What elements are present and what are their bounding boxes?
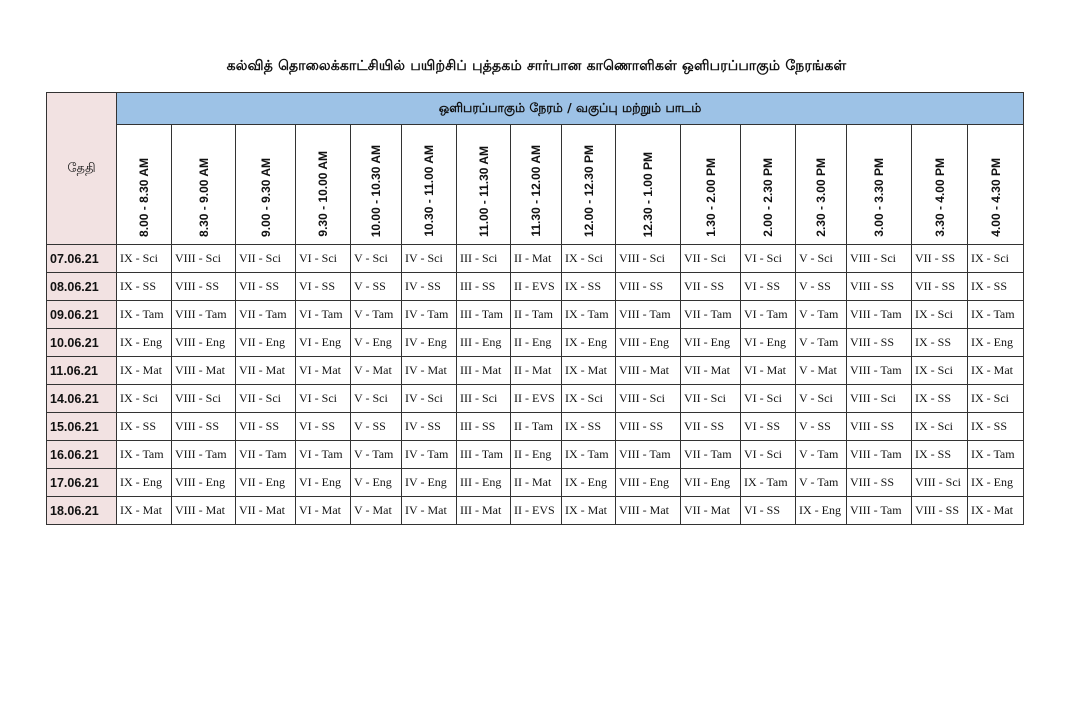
schedule-cell: VII - Mat (681, 357, 741, 385)
schedule-cell: III - Sci (457, 385, 511, 413)
schedule-cell: IX - Sci (562, 385, 616, 413)
schedule-cell: IX - Sci (912, 301, 968, 329)
schedule-cell: IX - Tam (117, 301, 172, 329)
time-slot-label: 12.30 - 1.00 PM (641, 151, 655, 237)
schedule-cell: V - SS (796, 413, 847, 441)
table-row (47, 273, 1024, 301)
schedule-cell: IV - Eng (402, 469, 457, 497)
schedule-cell: II - Tam (511, 413, 562, 441)
time-slot-label: 9.30 - 10.00 AM (316, 151, 330, 237)
schedule-cell: V - Sci (351, 385, 402, 413)
schedule-cell: VII - SS (681, 273, 741, 301)
table-row (47, 301, 1024, 329)
schedule-cell: IX - SS (912, 329, 968, 357)
schedule-cell: IX - SS (117, 273, 172, 301)
schedule-cell: IX - Eng (562, 329, 616, 357)
schedule-cell: IX - Mat (117, 497, 172, 525)
schedule-cell: IV - Tam (402, 441, 457, 469)
schedule-cell: V - Mat (796, 357, 847, 385)
schedule-cell: IX - SS (562, 273, 616, 301)
schedule-cell: VII - Tam (681, 441, 741, 469)
schedule-cell: IX - SS (968, 273, 1024, 301)
schedule-cell: V - Sci (796, 245, 847, 273)
schedule-cell: VI - Mat (296, 497, 351, 525)
schedule-cell: VIII - Mat (616, 497, 681, 525)
schedule-cell: IX - Sci (562, 245, 616, 273)
schedule-cell: IX - Sci (117, 245, 172, 273)
schedule-cell: VIII - SS (912, 497, 968, 525)
schedule-cell: IX - Tam (117, 441, 172, 469)
schedule-cell: V - Sci (796, 385, 847, 413)
schedule-cell: III - Mat (457, 497, 511, 525)
schedule-cell: IX - Tam (562, 441, 616, 469)
schedule-cell: IV - SS (402, 273, 457, 301)
time-slot-label: 1.30 - 2.00 PM (703, 158, 718, 237)
schedule-cell: III - Mat (457, 357, 511, 385)
schedule-cell: II - Eng (511, 329, 562, 357)
schedule-cell: IV - Mat (402, 497, 457, 525)
schedule-cell: II - EVS (511, 273, 562, 301)
schedule-cell: III - SS (457, 413, 511, 441)
schedule-cell: III - SS (457, 273, 511, 301)
schedule-cell: VI - Eng (741, 329, 796, 357)
schedule-cell: VII - Eng (681, 469, 741, 497)
schedule-cell: VIII - Sci (172, 385, 236, 413)
schedule-cell: VIII - Eng (616, 329, 681, 357)
time-slot-header (562, 125, 616, 245)
schedule-cell: VII - Mat (681, 497, 741, 525)
time-slot-header (511, 125, 562, 245)
schedule-cell: VIII - Sci (616, 385, 681, 413)
date-cell: 16.06.21 (47, 441, 117, 469)
schedule-cell: VIII - Mat (616, 357, 681, 385)
schedule-cell: VI - SS (741, 497, 796, 525)
date-column-header: தேதி (47, 93, 117, 245)
schedule-cell: VIII - SS (847, 469, 912, 497)
time-slot-label: 10.00 - 10.30 AM (369, 144, 383, 237)
time-slot-label: 2.30 - 3.00 PM (814, 158, 828, 237)
schedule-cell: V - Tam (796, 301, 847, 329)
schedule-cell: V - Tam (351, 301, 402, 329)
schedule-cell: VII - Sci (236, 385, 296, 413)
schedule-cell: VIII - Eng (172, 469, 236, 497)
schedule-cell: IX - Mat (562, 357, 616, 385)
schedule-cell: VII - SS (681, 413, 741, 441)
schedule-cell: V - Tam (796, 441, 847, 469)
schedule-cell: VIII - Sci (172, 245, 236, 273)
broadcast-time-header: ஒளிபரப்பாகும் நேரம் / வகுப்பு மற்றும் பாடம் (117, 93, 1024, 125)
schedule-cell: IV - Eng (402, 329, 457, 357)
schedule-cell: VI - SS (741, 273, 796, 301)
time-slot-header (847, 125, 912, 245)
schedule-cell: IX - Sci (968, 385, 1024, 413)
time-slot-label: 3.00 - 3.30 PM (872, 158, 886, 237)
schedule-cell: VI - Sci (741, 441, 796, 469)
schedule-cell: VII - Sci (681, 245, 741, 273)
schedule-cell: IX - SS (968, 413, 1024, 441)
time-slot-label: 9.00 - 9.30 AM (258, 158, 273, 237)
schedule-cell: IX - SS (912, 441, 968, 469)
time-slot-header (968, 125, 1024, 245)
schedule-cell: IX - Tam (968, 441, 1024, 469)
schedule-cell: VII - Tam (236, 441, 296, 469)
schedule-cell: V - Tam (796, 329, 847, 357)
schedule-cell: VIII - SS (616, 273, 681, 301)
schedule-cell: VII - Tam (236, 301, 296, 329)
time-slot-header (912, 125, 968, 245)
schedule-cell: VI - Tam (296, 301, 351, 329)
schedule-cell: IV - Tam (402, 301, 457, 329)
schedule-cell: IX - Sci (912, 357, 968, 385)
schedule-cell: VIII - Tam (847, 497, 912, 525)
schedule-cell: IX - Eng (796, 497, 847, 525)
date-cell: 07.06.21 (47, 245, 117, 273)
date-cell: 09.06.21 (47, 301, 117, 329)
schedule-cell: VI - Mat (296, 357, 351, 385)
schedule-cell: II - Eng (511, 441, 562, 469)
schedule-cell: VIII - Mat (172, 357, 236, 385)
schedule-cell: II - Mat (511, 469, 562, 497)
schedule-cell: IX - Sci (117, 385, 172, 413)
schedule-cell: VIII - Eng (172, 329, 236, 357)
schedule-cell: VI - Sci (741, 385, 796, 413)
schedule-cell: V - SS (351, 413, 402, 441)
schedule-cell: VII - Eng (681, 329, 741, 357)
schedule-cell: IX - Eng (117, 329, 172, 357)
date-cell: 18.06.21 (47, 497, 117, 525)
date-cell: 14.06.21 (47, 385, 117, 413)
schedule-cell: VIII - Mat (172, 497, 236, 525)
schedule-cell: VII - Eng (236, 329, 296, 357)
schedule-cell: VIII - SS (172, 413, 236, 441)
schedule-cell: V - Sci (351, 245, 402, 273)
schedule-cell: II - Mat (511, 357, 562, 385)
document-title: கல்வித் தொலைக்காட்சியில் பயிற்சிப் புத்தகம் சார்பான காணொளிகள் ஒளிபரப்பாகும் நேரங்கள் (226, 58, 847, 74)
time-slot-label: 2.00 - 2.30 PM (761, 158, 775, 237)
schedule-cell: II - Tam (511, 301, 562, 329)
schedule-cell: V - Tam (796, 469, 847, 497)
schedule-cell: IX - Tam (968, 301, 1024, 329)
schedule-cell: VIII - Tam (616, 441, 681, 469)
time-slot-label: 10.30 - 11.00 AM (422, 145, 436, 237)
schedule-cell: IX - Sci (968, 245, 1024, 273)
schedule-cell: II - Mat (511, 245, 562, 273)
schedule-cell: III - Sci (457, 245, 511, 273)
time-slot-header (457, 125, 511, 245)
time-slot-label: 8.30 - 9.00 AM (196, 158, 211, 237)
table-row (47, 385, 1024, 413)
time-slot-header (681, 125, 741, 245)
table-row (47, 497, 1024, 525)
group-header-row (47, 93, 1024, 125)
schedule-cell: VIII - Tam (847, 301, 912, 329)
schedule-cell: IX - Tam (741, 469, 796, 497)
schedule-cell: IX - Sci (912, 413, 968, 441)
schedule-cell: VIII - Sci (847, 385, 912, 413)
schedule-cell: IX - Mat (117, 357, 172, 385)
schedule-cell: VII - SS (236, 413, 296, 441)
schedule-cell: VII - Mat (236, 497, 296, 525)
schedule-cell: IX - Tam (562, 301, 616, 329)
time-slot-header (616, 125, 681, 245)
schedule-cell: VII - SS (912, 273, 968, 301)
schedule-cell: VII - SS (912, 245, 968, 273)
schedule-cell: VIII - Tam (847, 441, 912, 469)
date-cell: 17.06.21 (47, 469, 117, 497)
schedule-cell: VIII - Tam (616, 301, 681, 329)
schedule-cell: V - Mat (351, 357, 402, 385)
table-row (47, 357, 1024, 385)
time-slot-header (351, 125, 402, 245)
time-slot-header (741, 125, 796, 245)
schedule-cell: VIII - SS (847, 413, 912, 441)
schedule-cell: IX - SS (562, 413, 616, 441)
schedule-cell: VI - SS (296, 413, 351, 441)
table-row (47, 469, 1024, 497)
date-cell: 10.06.21 (47, 329, 117, 357)
schedule-cell: V - Tam (351, 441, 402, 469)
schedule-cell: VI - SS (296, 273, 351, 301)
schedule-cell: VI - SS (741, 413, 796, 441)
schedule-cell: III - Tam (457, 301, 511, 329)
schedule-cell: VI - Tam (741, 301, 796, 329)
schedule-cell: IX - Eng (968, 329, 1024, 357)
date-cell: 11.06.21 (47, 357, 117, 385)
schedule-cell: VIII - Tam (172, 441, 236, 469)
schedule-cell: V - Eng (351, 469, 402, 497)
schedule-cell: VII - Sci (236, 245, 296, 273)
time-slot-header (796, 125, 847, 245)
time-slot-label: 11.30 - 12.00 AM (529, 145, 543, 237)
schedule-cell: VI - Tam (296, 441, 351, 469)
table-row (47, 329, 1024, 357)
schedule-cell: VIII - Sci (847, 245, 912, 273)
schedule-cell: VIII - SS (847, 329, 912, 357)
schedule-cell: VII - SS (236, 273, 296, 301)
schedule-cell: IV - Sci (402, 245, 457, 273)
schedule-cell: VII - Eng (236, 469, 296, 497)
schedule-cell: VI - Sci (296, 385, 351, 413)
time-slot-header (117, 125, 172, 245)
schedule-cell: V - Mat (351, 497, 402, 525)
schedule-cell: III - Tam (457, 441, 511, 469)
schedule-cell: VIII - SS (616, 413, 681, 441)
schedule-cell: VIII - Tam (172, 301, 236, 329)
schedule-cell: VI - Sci (296, 245, 351, 273)
schedule-cell: V - Eng (351, 329, 402, 357)
table-row (47, 245, 1024, 273)
schedule-cell: IX - Mat (968, 357, 1024, 385)
schedule-cell: III - Eng (457, 469, 511, 497)
schedule-cell: IX - SS (912, 385, 968, 413)
schedule-cell: IX - Mat (562, 497, 616, 525)
table-row (47, 413, 1024, 441)
schedule-cell: VIII - SS (847, 273, 912, 301)
schedule-cell: VI - Sci (741, 245, 796, 273)
schedule-cell: IX - Eng (562, 469, 616, 497)
time-slot-label: 8.00 - 8.30 AM (137, 158, 151, 237)
time-slot-header (402, 125, 457, 245)
time-slot-label: 4.00 - 4.30 PM (988, 158, 1003, 237)
schedule-cell: VI - Eng (296, 329, 351, 357)
schedule-body (47, 245, 1024, 525)
schedule-cell: VII - Sci (681, 385, 741, 413)
schedule-cell: VII - Mat (236, 357, 296, 385)
schedule-cell: VI - Eng (296, 469, 351, 497)
time-slot-header (296, 125, 351, 245)
table-row (47, 441, 1024, 469)
schedule-cell: VI - Mat (741, 357, 796, 385)
schedule-table (46, 92, 1024, 525)
time-slot-header-row (47, 125, 1024, 245)
schedule-cell: IV - SS (402, 413, 457, 441)
schedule-cell: VIII - Tam (847, 357, 912, 385)
schedule-cell: IX - Eng (968, 469, 1024, 497)
time-slot-label: 3.30 - 4.00 PM (932, 158, 947, 237)
schedule-cell: VIII - Eng (616, 469, 681, 497)
date-cell: 15.06.21 (47, 413, 117, 441)
schedule-cell: VIII - Sci (912, 469, 968, 497)
date-cell: 08.06.21 (47, 273, 117, 301)
schedule-cell: IV - Sci (402, 385, 457, 413)
time-slot-header (172, 125, 236, 245)
schedule-cell: IX - Mat (968, 497, 1024, 525)
time-slot-label: 12.00 - 12.30 PM (581, 144, 596, 237)
schedule-cell: IV - Mat (402, 357, 457, 385)
schedule-cell: VIII - Sci (616, 245, 681, 273)
time-slot-header (236, 125, 296, 245)
schedule-cell: IX - Eng (117, 469, 172, 497)
schedule-cell: III - Eng (457, 329, 511, 357)
schedule-cell: II - EVS (511, 385, 562, 413)
schedule-cell: V - SS (351, 273, 402, 301)
schedule-cell: VIII - SS (172, 273, 236, 301)
schedule-cell: IX - SS (117, 413, 172, 441)
schedule-cell: VII - Tam (681, 301, 741, 329)
time-slot-label: 11.00 - 11.30 AM (476, 146, 491, 237)
schedule-cell: II - EVS (511, 497, 562, 525)
schedule-cell: V - SS (796, 273, 847, 301)
